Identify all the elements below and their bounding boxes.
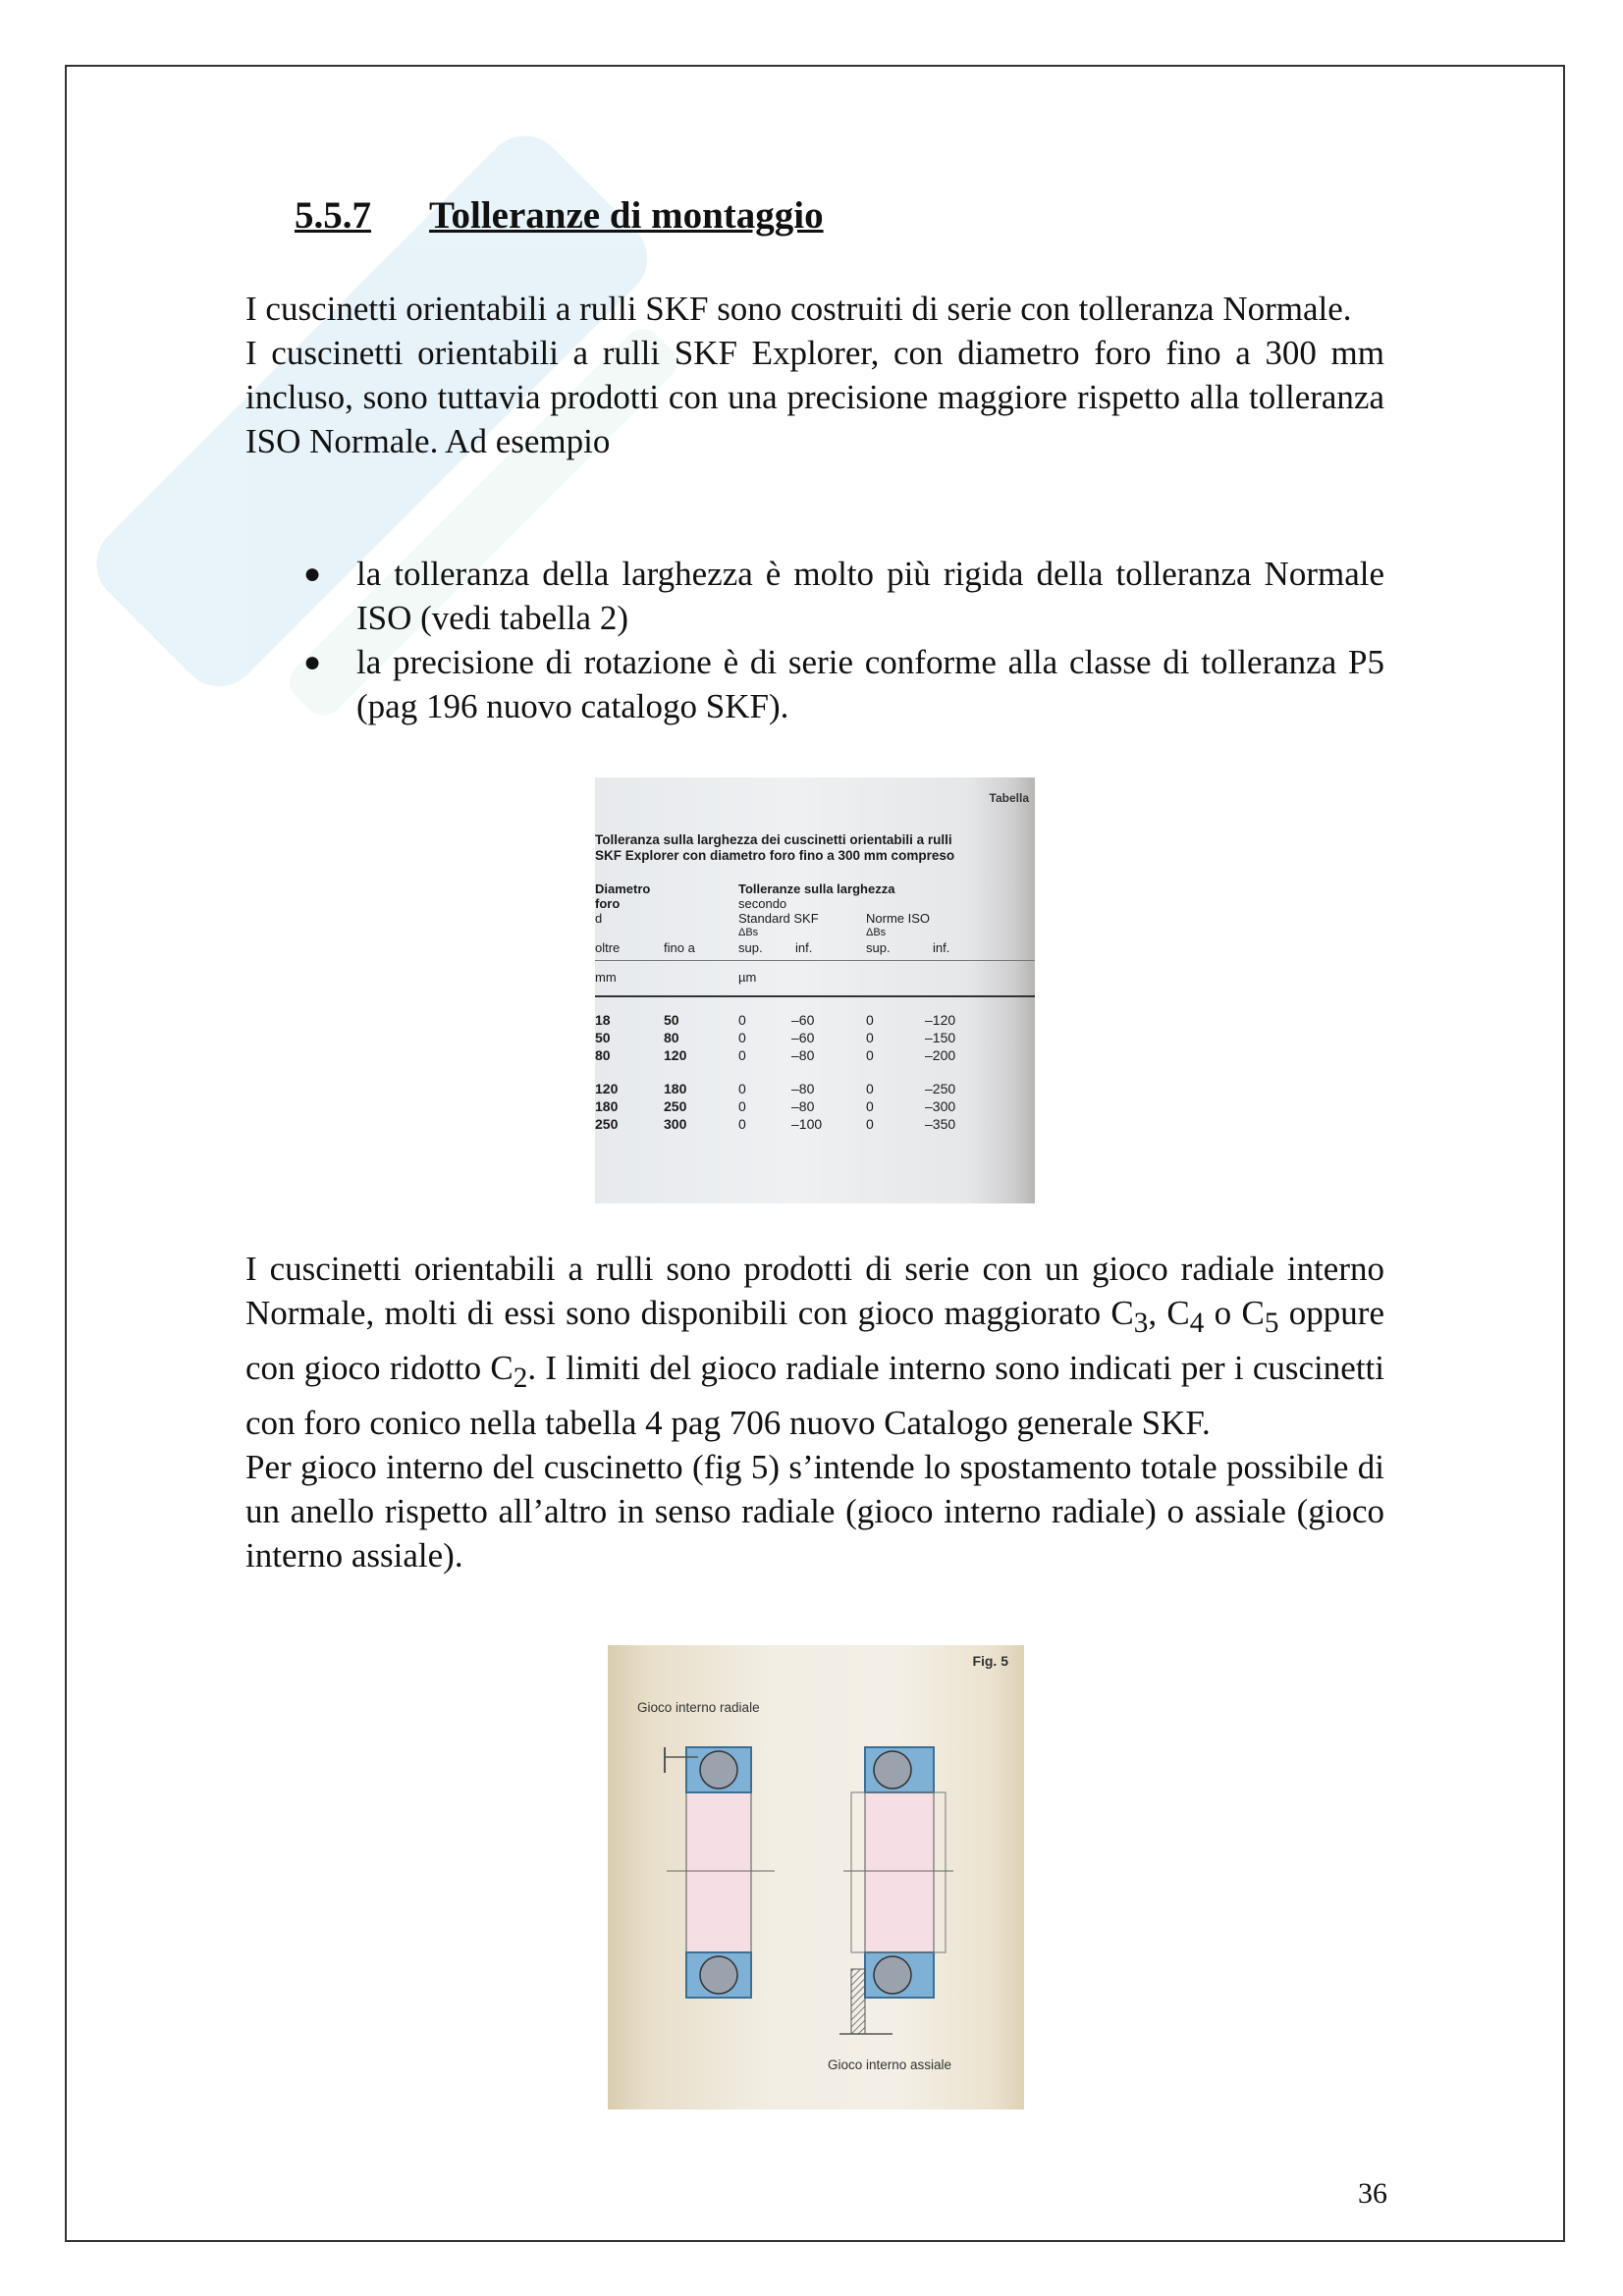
header-norme-iso: Norme ISO — [866, 911, 931, 926]
gioco-paragraphs — [245, 1247, 1384, 1577]
table-cell: –300 — [925, 1098, 956, 1114]
table-cell: 50 — [664, 1012, 679, 1028]
intro-paragraphs — [245, 287, 1384, 463]
table-cell: 0 — [738, 1047, 746, 1063]
table-cell: 50 — [595, 1030, 611, 1045]
table-cell: 0 — [738, 1098, 746, 1114]
bullet-icon: ● — [303, 558, 322, 590]
table-cell: 180 — [664, 1081, 687, 1096]
table-cell: –350 — [925, 1116, 956, 1132]
table-cell: –120 — [925, 1012, 956, 1028]
page-number: 36 — [1358, 2177, 1387, 2210]
header-inf-iso: inf. — [933, 940, 950, 955]
table-cell: –200 — [925, 1047, 956, 1063]
table-cell: 250 — [664, 1098, 687, 1114]
table-cell: 0 — [738, 1116, 746, 1132]
table-cell: 80 — [595, 1047, 611, 1063]
gioco-paragraph-1: I cuscinetti orientabili a rulli sono prodotti di serie con un gioco radiale interno Normale, molti di essi sono disponibili con gioco maggiorato $C_3$, $C_4$ o $C_5$ oppure con gioco ridotto $C_2$. I limiti del gioco radiale interno sono indicati per i cuscinetti con foro conico nella tabella 4 pag 706 nuovo Catalogo generale SKF. — [245, 1250, 1384, 1442]
table-cell: 80 — [664, 1030, 679, 1045]
table-rule — [595, 995, 1035, 997]
table-cell: 0 — [866, 1098, 874, 1114]
table-cell: 0 — [866, 1081, 874, 1096]
table-cell: 120 — [664, 1047, 687, 1063]
section-number: 5.5.7 — [295, 194, 371, 237]
gioco-paragraph-2: Per gioco interno del cuscinetto (fig 5) s’intende lo spostamento totale possibile di un anello rispetto all’altro in senso radiale (gioco interno radiale) o assiale (gioco interno assiale). — [245, 1448, 1384, 1575]
table-cell: 300 — [664, 1116, 687, 1132]
list-item: ● la precisione di rotazione è di serie conforme alla classe di tolleranza P5 (pag 196 nuovo catalogo SKF). — [299, 640, 1384, 728]
header-fino-a: fino a — [664, 940, 695, 955]
caption-axial: Gioco interno assiale — [828, 2057, 952, 2072]
table-cell: 180 — [595, 1098, 619, 1114]
list-item: ● la tolleranza della larghezza è molto più rigida della tolleranza Normale ISO (vedi tabella 2) — [299, 552, 1384, 640]
table-cell: 0 — [738, 1030, 746, 1045]
unit-um: µm — [738, 970, 757, 985]
table-cell: 0 — [738, 1012, 746, 1028]
table-cell: –80 — [791, 1098, 815, 1114]
table-cell: 18 — [595, 1012, 611, 1028]
table-title: Tolleranza sulla larghezza dei cuscinetti orientabili a rulli SKF Explorer con diametro foro fino a 300 mm compreso — [595, 832, 955, 863]
table-cell: 0 — [738, 1081, 746, 1096]
bearing-clearance-figure — [608, 1645, 1024, 2109]
figure-label: Fig. 5 — [972, 1653, 1008, 1669]
header-sup-iso: sup. — [866, 940, 891, 955]
table-cell: –60 — [791, 1012, 815, 1028]
section-heading — [295, 193, 824, 238]
table-cell: –60 — [791, 1030, 815, 1045]
header-d: d — [595, 911, 603, 926]
header-delta-skf: ΔBs — [738, 927, 759, 938]
caption-radial: Gioco interno radiale — [637, 1700, 760, 1715]
table-cell: 0 — [866, 1116, 874, 1132]
table-cell: –150 — [925, 1030, 956, 1045]
header-delta-iso: ΔBs — [866, 927, 887, 938]
header-foro: foro — [595, 896, 621, 911]
table-cell: 0 — [866, 1030, 874, 1045]
table-rule — [595, 960, 1035, 961]
table-cell: 120 — [595, 1081, 619, 1096]
table-cell: –100 — [791, 1116, 823, 1132]
header-inf-skf: inf. — [795, 940, 813, 955]
intro-paragraph-1: I cuscinetti orientabili a rulli SKF sono costruiti di serie con tolleranza Normale. — [245, 290, 1352, 328]
header-oltre: oltre — [595, 940, 621, 955]
header-sup-skf: sup. — [738, 940, 763, 955]
bullet-icon: ● — [303, 646, 322, 678]
header-standard-skf: Standard SKF — [738, 911, 819, 926]
intro-paragraph-2: I cuscinetti orientabili a rulli SKF Explorer, con diametro foro fino a 300 mm incluso, sono tuttavia prodotti con una precisione maggiore rispetto alla tolleranza ISO Normale. Ad esempio — [245, 334, 1384, 460]
table-cell: –250 — [925, 1081, 956, 1096]
table-cell: –80 — [791, 1047, 815, 1063]
header-diametro: Diametro — [595, 881, 651, 896]
bullet-list — [299, 552, 1384, 728]
table-cell: 250 — [595, 1116, 619, 1132]
header-secondo: secondo — [738, 896, 787, 911]
header-tolleranze: Tolleranze sulla larghezza — [738, 881, 895, 896]
table-cell: 0 — [866, 1012, 874, 1028]
table-cell: 0 — [866, 1047, 874, 1063]
tolerance-table-image — [595, 777, 1035, 1203]
unit-mm: mm — [595, 970, 617, 985]
table-cell: –80 — [791, 1081, 815, 1096]
table-label: Tabella — [989, 791, 1029, 805]
section-title: Tolleranze di montaggio — [429, 194, 824, 237]
